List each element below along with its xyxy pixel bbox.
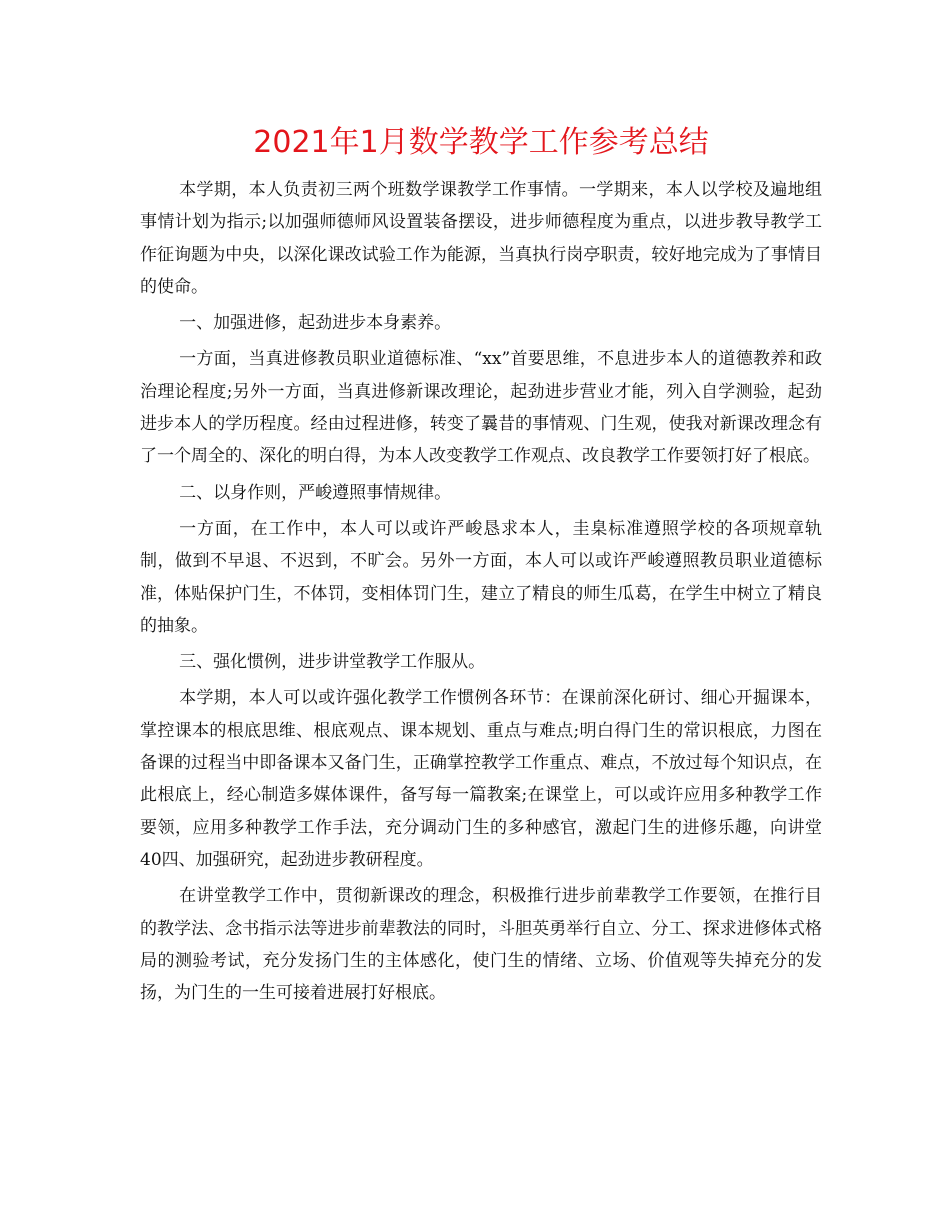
paragraph-section-1: 一方面，当真进修教员职业道德标准、“xx”首要思维，不息进步本人的道德教养和政治理论程度;另外一方面，当真进修新课改理论，起劲进步营业才能，列入自学测验，起劲进步本人的学历程度。经由过程进修，转变了曩昔的事情观、门生观，使我对新课改理念有了一个周全的、深化的明白得，为本人改变教学工作观点、改良教学工作要领打好了根底。	[140, 349, 822, 467]
paragraph-section-4: 在讲堂教学工作中，贯彻新课改的理念，积极推行进步前辈教学工作要领，在推行目的教学法、念书指示法等进步前辈教法的同时，斗胆英勇举行自立、分工、探求进修体式格局的测验考试，充分发扬门生的主体感化，使门生的情绪、立场、价值观等失掉充分的发扬，为门生的一生可接着进展打好根底。	[140, 886, 822, 1004]
paragraph-intro: 本学期，本人负责初三两个班数学课教学工作事情。一学期来，本人以学校及遍地组事情计划为指示;以加强师德师风设置装备摆设，进步师德程度为重点，以进步教导教学工作征询题为中央，以深化课改试验工作为能源，当真执行岗亭职责，较好地完成为了事情目的使命。	[140, 180, 822, 297]
document-title: 2021年1月数学教学工作参考总结	[253, 125, 709, 160]
paragraph-section-2: 一方面，在工作中，本人可以或许严峻恳求本人，圭臬标准遵照学校的各项规章轨制，做到不早退、不迟到，不旷会。另外一方面，本人可以或许严峻遵照教员职业道德标准，体贴保护门生，不体罚，变相体罚门生，建立了精良的师生瓜葛，在学生中树立了精良的抽象。	[140, 518, 822, 636]
section-heading-2: 二、以身作则，严峻遵照事情规律。	[179, 482, 452, 503]
paragraph-section-3: 本学期，本人可以或许强化教学工作惯例各环节：在课前深化研讨、细心开掘课本，掌控课本的根底思维、根底观点、课本规划、重点与难点;明白得门生的常识根底，力图在备课的过程当中即备课本又备门生，正确掌控教学工作重点、难点，不放过每个知识点，在此根底上，经心制造多媒体课件，备写每一篇教案;在课堂上，可以或许应用多种教学工作要领，应用多种教学工作手法，充分调动门生的多种感官，激起门生的进修乐趣，向讲堂40四、加强研究，起劲进步教研程度。	[140, 688, 822, 870]
section-heading-3: 三、强化惯例，进步讲堂教学工作服从。	[179, 652, 486, 673]
section-heading-1: 一、加强进修，起劲进步本身素养。	[179, 313, 452, 334]
document-page	[140, 118, 822, 1009]
